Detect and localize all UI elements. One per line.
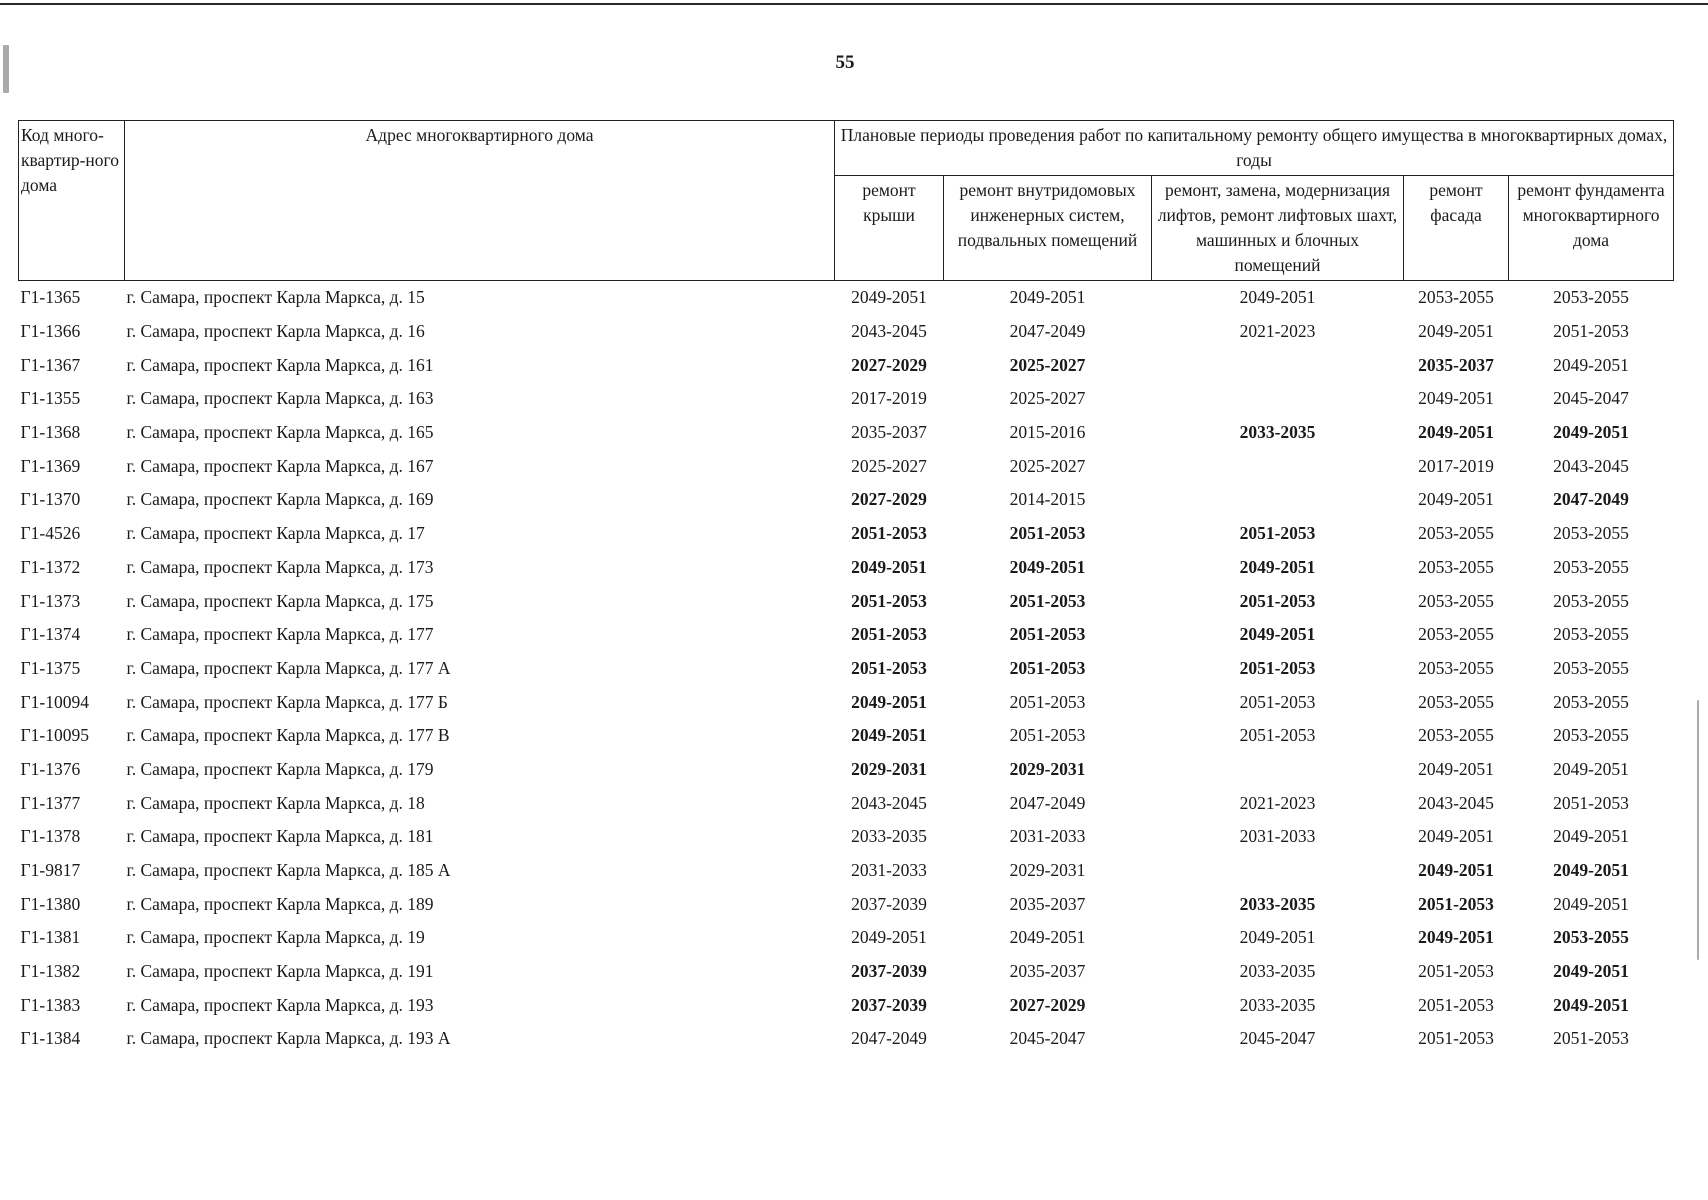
table-row	[19, 551, 1674, 585]
house-code-cell: Г1-1376	[20, 758, 81, 779]
roof-period-cell: 2037-2039	[851, 893, 927, 914]
table-row	[19, 685, 1674, 719]
address-cell: г. Самара, проспект Карла Маркса, д. 185 А	[126, 860, 451, 881]
roof-period-cell: 2051-2053	[851, 523, 927, 544]
facade-period-cell: 2049-2051	[1418, 321, 1494, 342]
foundation-period-cell: 2049-2051	[1553, 961, 1629, 982]
foundation-period-cell: 2049-2051	[1553, 758, 1629, 779]
foundation-period-cell: 2049-2051	[1553, 893, 1629, 914]
table-row	[19, 382, 1674, 416]
systems-period-cell: 2047-2049	[1009, 321, 1086, 342]
house-code-cell: Г1-4526	[20, 523, 81, 544]
lifts-period-cell: 2033-2035	[1239, 961, 1316, 982]
house-code-cell: Г1-9817	[20, 860, 81, 881]
address-cell: г. Самара, проспект Карла Маркса, д. 189	[126, 893, 434, 914]
facade-period-cell: 2017-2019	[1418, 455, 1494, 476]
roof-period-cell: 2049-2051	[851, 287, 927, 308]
lifts-period-cell: 2033-2035	[1239, 422, 1316, 443]
facade-period-cell: 2049-2051	[1418, 860, 1494, 881]
header-lifts-repair: ремонт, замена, модернизация лифтов, ремонт лифтовых шахт, машинных и блочных помещений	[1152, 176, 1404, 281]
table-row	[19, 517, 1674, 551]
facade-period-cell: 2049-2051	[1418, 758, 1494, 779]
foundation-period-cell: 2045-2047	[1553, 388, 1629, 409]
foundation-period-cell: 2053-2055	[1553, 657, 1629, 678]
roof-period-cell: 2043-2045	[851, 792, 927, 813]
table-row	[19, 348, 1674, 382]
roof-period-cell: 2017-2019	[851, 388, 927, 409]
table-row	[19, 887, 1674, 921]
header-house-code: Код много-квартир-ного дома	[19, 121, 125, 281]
table-row	[19, 652, 1674, 686]
house-code-cell: Г1-1367	[20, 354, 81, 375]
house-code-cell: Г1-1375	[20, 657, 81, 678]
foundation-period-cell: 2047-2049	[1553, 489, 1629, 510]
address-cell: г. Самара, проспект Карла Маркса, д. 173	[126, 556, 434, 577]
foundation-period-cell: 2049-2051	[1553, 826, 1629, 847]
systems-period-cell: 2029-2031	[1009, 758, 1086, 779]
foundation-period-cell: 2049-2051	[1553, 860, 1629, 881]
systems-period-cell: 2047-2049	[1009, 792, 1086, 813]
systems-period-cell: 2051-2053	[1009, 590, 1086, 611]
facade-period-cell: 2053-2055	[1418, 657, 1494, 678]
systems-period-cell: 2015-2016	[1009, 422, 1086, 443]
table-row	[19, 483, 1674, 517]
table-row	[19, 1022, 1674, 1056]
house-code-cell: Г1-1380	[20, 893, 81, 914]
table-row	[19, 753, 1674, 787]
foundation-period-cell: 2051-2053	[1553, 1028, 1629, 1049]
systems-period-cell: 2029-2031	[1009, 860, 1086, 881]
house-code-cell: Г1-1384	[20, 1028, 81, 1049]
lifts-period-cell: 2051-2053	[1239, 691, 1316, 712]
facade-period-cell: 2051-2053	[1418, 994, 1494, 1015]
lifts-period-cell: 2049-2051	[1239, 556, 1316, 577]
house-code-cell: Г1-1366	[20, 321, 81, 342]
foundation-period-cell: 2051-2053	[1553, 792, 1629, 813]
table-row	[19, 988, 1674, 1022]
lifts-period-cell: 2051-2053	[1239, 523, 1316, 544]
foundation-period-cell: 2053-2055	[1553, 590, 1629, 611]
facade-period-cell: 2049-2051	[1418, 388, 1494, 409]
facade-period-cell: 2051-2053	[1418, 1028, 1494, 1049]
scan-mark	[1697, 700, 1699, 960]
table-row	[19, 820, 1674, 854]
header-systems-repair: ремонт внутридомовых инженерных систем, подвальных помещений	[944, 176, 1152, 281]
roof-period-cell: 2043-2045	[851, 321, 927, 342]
lifts-period-cell: 2049-2051	[1239, 927, 1316, 948]
facade-period-cell: 2051-2053	[1418, 961, 1494, 982]
roof-period-cell: 2037-2039	[851, 961, 927, 982]
table-row	[19, 786, 1674, 820]
systems-period-cell: 2027-2029	[1009, 994, 1086, 1015]
lifts-period-cell	[1152, 753, 1404, 787]
address-cell: г. Самара, проспект Карла Маркса, д. 175	[126, 590, 434, 611]
systems-period-cell: 2045-2047	[1009, 1028, 1086, 1049]
facade-period-cell: 2049-2051	[1418, 826, 1494, 847]
systems-period-cell: 2051-2053	[1009, 725, 1086, 746]
address-cell: г. Самара, проспект Карла Маркса, д. 193	[126, 994, 434, 1015]
facade-period-cell: 2043-2045	[1418, 792, 1494, 813]
address-cell: г. Самара, проспект Карла Маркса, д. 177 В	[126, 725, 450, 746]
foundation-period-cell: 2053-2055	[1553, 927, 1629, 948]
systems-period-cell: 2051-2053	[1009, 523, 1086, 544]
systems-period-cell: 2049-2051	[1009, 927, 1086, 948]
lifts-period-cell	[1152, 854, 1404, 888]
facade-period-cell: 2053-2055	[1418, 624, 1494, 645]
facade-period-cell: 2053-2055	[1418, 523, 1494, 544]
address-cell: г. Самара, проспект Карла Маркса, д. 177 А	[126, 657, 451, 678]
roof-period-cell: 2035-2037	[851, 422, 927, 443]
roof-period-cell: 2033-2035	[851, 826, 927, 847]
table-row	[19, 921, 1674, 955]
roof-period-cell: 2037-2039	[851, 994, 927, 1015]
lifts-period-cell	[1152, 483, 1404, 517]
systems-period-cell: 2025-2027	[1009, 354, 1086, 375]
foundation-period-cell: 2053-2055	[1553, 523, 1629, 544]
facade-period-cell: 2053-2055	[1418, 287, 1494, 308]
address-cell: г. Самара, проспект Карла Маркса, д. 15	[126, 287, 425, 308]
top-border-line	[0, 3, 1708, 5]
table-row	[19, 416, 1674, 450]
address-cell: г. Самара, проспект Карла Маркса, д. 193 А	[126, 1028, 451, 1049]
lifts-period-cell: 2031-2033	[1239, 826, 1316, 847]
header-address: Адрес многоквартирного дома	[125, 121, 835, 281]
facade-period-cell: 2053-2055	[1418, 725, 1494, 746]
house-code-cell: Г1-1372	[20, 556, 81, 577]
systems-period-cell: 2014-2015	[1009, 489, 1086, 510]
roof-period-cell: 2051-2053	[851, 590, 927, 611]
house-code-cell: Г1-1383	[20, 994, 81, 1015]
lifts-period-cell: 2051-2053	[1239, 657, 1316, 678]
house-code-cell: Г1-10094	[20, 691, 89, 712]
address-cell: г. Самара, проспект Карла Маркса, д. 17	[126, 523, 425, 544]
address-cell: г. Самара, проспект Карла Маркса, д. 167	[126, 455, 434, 476]
repair-schedule-table	[18, 120, 1674, 1056]
lifts-period-cell: 2049-2051	[1239, 287, 1316, 308]
roof-period-cell: 2027-2029	[851, 489, 927, 510]
roof-period-cell: 2027-2029	[851, 354, 927, 375]
systems-period-cell: 2025-2027	[1009, 455, 1086, 476]
roof-period-cell: 2049-2051	[851, 725, 927, 746]
foundation-period-cell: 2049-2051	[1553, 994, 1629, 1015]
lifts-period-cell: 2021-2023	[1239, 792, 1316, 813]
address-cell: г. Самара, проспект Карла Маркса, д. 177 Б	[126, 691, 448, 712]
facade-period-cell: 2053-2055	[1418, 691, 1494, 712]
address-cell: г. Самара, проспект Карла Маркса, д. 165	[126, 422, 434, 443]
table-row	[19, 854, 1674, 888]
systems-period-cell: 2051-2053	[1009, 657, 1086, 678]
house-code-cell: Г1-1369	[20, 455, 81, 476]
roof-period-cell: 2051-2053	[851, 657, 927, 678]
lifts-period-cell: 2045-2047	[1239, 1028, 1316, 1049]
header-planned-periods: Плановые периоды проведения работ по капитальному ремонту общего имущества в многоквартирных домах, годы	[835, 121, 1674, 176]
foundation-period-cell: 2049-2051	[1553, 354, 1629, 375]
table-row	[19, 315, 1674, 349]
house-code-cell: Г1-1370	[20, 489, 81, 510]
address-cell: г. Самара, проспект Карла Маркса, д. 161	[126, 354, 434, 375]
table-body	[19, 281, 1674, 1056]
house-code-cell: Г1-1368	[20, 422, 81, 443]
house-code-cell: Г1-1382	[20, 961, 81, 982]
systems-period-cell: 2051-2053	[1009, 624, 1086, 645]
foundation-period-cell: 2053-2055	[1553, 624, 1629, 645]
systems-period-cell: 2051-2053	[1009, 691, 1086, 712]
lifts-period-cell: 2049-2051	[1239, 624, 1316, 645]
house-code-cell: Г1-1365	[20, 287, 81, 308]
foundation-period-cell: 2053-2055	[1553, 725, 1629, 746]
systems-period-cell: 2035-2037	[1009, 961, 1086, 982]
lifts-period-cell: 2033-2035	[1239, 893, 1316, 914]
systems-period-cell: 2031-2033	[1009, 826, 1086, 847]
facade-period-cell: 2049-2051	[1418, 422, 1494, 443]
address-cell: г. Самара, проспект Карла Маркса, д. 19	[126, 927, 425, 948]
foundation-period-cell: 2049-2051	[1553, 422, 1629, 443]
header-facade-repair: ремонт фасада	[1404, 176, 1509, 281]
table-row	[19, 719, 1674, 753]
address-cell: г. Самара, проспект Карла Маркса, д. 16	[126, 321, 425, 342]
house-code-cell: Г1-10095	[20, 725, 89, 746]
house-code-cell: Г1-1374	[20, 624, 81, 645]
systems-period-cell: 2035-2037	[1009, 893, 1086, 914]
lifts-period-cell: 2051-2053	[1239, 590, 1316, 611]
roof-period-cell: 2049-2051	[851, 691, 927, 712]
foundation-period-cell: 2053-2055	[1553, 287, 1629, 308]
facade-period-cell: 2053-2055	[1418, 590, 1494, 611]
lifts-period-cell: 2021-2023	[1239, 321, 1316, 342]
scan-mark	[3, 45, 9, 93]
roof-period-cell: 2051-2053	[851, 624, 927, 645]
address-cell: г. Самара, проспект Карла Маркса, д. 18	[126, 792, 425, 813]
house-code-cell: Г1-1373	[20, 590, 81, 611]
foundation-period-cell: 2053-2055	[1553, 556, 1629, 577]
facade-period-cell: 2049-2051	[1418, 927, 1494, 948]
facade-period-cell: 2035-2037	[1418, 354, 1494, 375]
table-row	[19, 618, 1674, 652]
table-row	[19, 584, 1674, 618]
foundation-period-cell: 2051-2053	[1553, 321, 1629, 342]
table-row	[19, 281, 1674, 315]
systems-period-cell: 2049-2051	[1009, 556, 1086, 577]
roof-period-cell: 2029-2031	[851, 758, 927, 779]
lifts-period-cell	[1152, 449, 1404, 483]
header-foundation-repair: ремонт фундамента многоквартирного дома	[1509, 176, 1674, 281]
lifts-period-cell: 2033-2035	[1239, 994, 1316, 1015]
address-cell: г. Самара, проспект Карла Маркса, д. 179	[126, 758, 434, 779]
roof-period-cell: 2025-2027	[851, 455, 927, 476]
table-row	[19, 449, 1674, 483]
roof-period-cell: 2047-2049	[851, 1028, 927, 1049]
address-cell: г. Самара, проспект Карла Маркса, д. 191	[126, 961, 434, 982]
page-number: 55	[835, 52, 855, 73]
house-code-cell: Г1-1377	[20, 792, 81, 813]
roof-period-cell: 2049-2051	[851, 556, 927, 577]
facade-period-cell: 2051-2053	[1418, 893, 1494, 914]
address-cell: г. Самара, проспект Карла Маркса, д. 169	[126, 489, 434, 510]
systems-period-cell: 2049-2051	[1009, 287, 1086, 308]
systems-period-cell: 2025-2027	[1009, 388, 1086, 409]
address-cell: г. Самара, проспект Карла Маркса, д. 163	[126, 388, 434, 409]
table-row	[19, 955, 1674, 989]
lifts-period-cell: 2051-2053	[1239, 725, 1316, 746]
house-code-cell: Г1-1355	[20, 388, 81, 409]
foundation-period-cell: 2043-2045	[1553, 455, 1629, 476]
facade-period-cell: 2053-2055	[1418, 556, 1494, 577]
roof-period-cell: 2031-2033	[851, 860, 927, 881]
house-code-cell: Г1-1378	[20, 826, 81, 847]
house-code-cell: Г1-1381	[20, 927, 81, 948]
roof-period-cell: 2049-2051	[851, 927, 927, 948]
address-cell: г. Самара, проспект Карла Маркса, д. 181	[126, 826, 434, 847]
header-roof-repair: ремонт крыши	[835, 176, 944, 281]
facade-period-cell: 2049-2051	[1418, 489, 1494, 510]
lifts-period-cell	[1152, 382, 1404, 416]
foundation-period-cell: 2053-2055	[1553, 691, 1629, 712]
address-cell: г. Самара, проспект Карла Маркса, д. 177	[126, 624, 434, 645]
lifts-period-cell	[1152, 348, 1404, 382]
